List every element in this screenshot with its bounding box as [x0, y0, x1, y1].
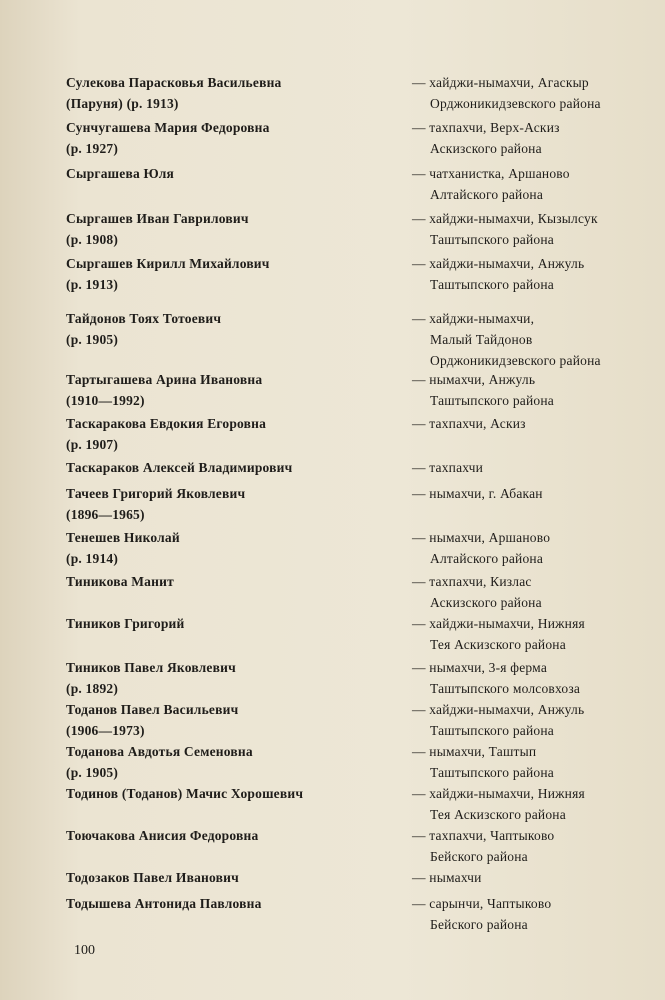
performer-name-line: (р. 1927)	[66, 141, 119, 156]
performer-description	[412, 117, 652, 159]
performer-description-line: Таштыпского района	[430, 765, 554, 780]
performer-name	[66, 163, 396, 184]
performer-name-line: Тачеев Григорий Яковлевич	[66, 486, 246, 501]
performer-description	[412, 208, 652, 250]
performer-description-line: — хайджи-нымахчи, Кызылсук	[412, 211, 598, 226]
performer-description-line: Аскизского района	[430, 141, 542, 156]
performer-description-line: — хайджи-нымахчи, Нижняя	[412, 616, 585, 631]
performer-description-line: — нымахчи, Аршаново	[412, 530, 551, 545]
performer-name-line: (1896—1965)	[66, 507, 145, 522]
performer-name-line: (р. 1905)	[66, 332, 119, 347]
performer-description	[412, 571, 652, 613]
performer-name	[66, 457, 396, 478]
performer-name	[66, 253, 396, 295]
performer-description-line: — хайджи-нымахчи, Нижняя	[412, 786, 585, 801]
performer-name	[66, 893, 396, 914]
performer-description	[412, 369, 652, 411]
performer-name	[66, 117, 396, 159]
performer-name-line: Тодышева Антонида Павловна	[66, 896, 262, 911]
performer-description-line: — нымахчи, Анжуль	[412, 372, 536, 387]
performer-description-line: Таштыпского района	[430, 393, 554, 408]
performer-description	[412, 893, 652, 935]
performer-name-line: Тайдонов Тоях Тотоевич	[66, 311, 222, 326]
performer-name-line: Тиников Павел Яковлевич	[66, 660, 236, 675]
performer-description	[412, 657, 652, 699]
performer-description	[412, 413, 652, 434]
performer-name-line: Сыргашев Кирилл Михайлович	[66, 256, 270, 271]
performer-name	[66, 483, 396, 525]
performer-description	[412, 699, 652, 741]
performer-name	[66, 369, 396, 411]
performer-name-line: (р. 1905)	[66, 765, 119, 780]
performer-name-line: Тоючакова Анисия Федоровна	[66, 828, 259, 843]
performer-description-line: Аскизского района	[430, 595, 542, 610]
performer-description-line: Тея Аскизского района	[430, 637, 566, 652]
performer-description	[412, 613, 652, 655]
performer-description-line: — хайджи-нымахчи, Анжуль	[412, 256, 585, 271]
performer-name	[66, 413, 396, 455]
performer-name-line: Тоданов Павел Васильевич	[66, 702, 239, 717]
performer-name-line: Тиникова Манит	[66, 574, 174, 589]
performer-name-line: Тиников Григорий	[66, 616, 185, 631]
performer-name-line: Сулекова Парасковья Васильевна	[66, 75, 282, 90]
performer-name-line: (р. 1913)	[66, 277, 119, 292]
performer-name-line: (р. 1907)	[66, 437, 119, 452]
performer-name-line: Тодозаков Павел Иванович	[66, 870, 239, 885]
performer-name-line: Таскараков Алексей Владимирович	[66, 460, 293, 475]
performer-description-line: — сарынчи, Чаптыково	[412, 896, 552, 911]
performer-description-line: — нымахчи, г. Абакан	[412, 486, 543, 501]
performer-description-line: — хайджи-нымахчи, Анжуль	[412, 702, 585, 717]
performer-description-line: — хайджи-нымахчи, Агаскыр	[412, 75, 589, 90]
performer-description-line: — нымахчи, Таштып	[412, 744, 537, 759]
performer-description	[412, 483, 652, 504]
performer-name-line: (р. 1908)	[66, 232, 119, 247]
performer-description-line: Тея Аскизского района	[430, 807, 566, 822]
performer-description-line: Алтайского района	[430, 551, 544, 566]
performer-description-line: — тахпахчи, Верх-Аскиз	[412, 120, 560, 135]
performer-description-line: Орджоникидзевского района	[430, 353, 601, 368]
performer-description-line: Бейского района	[430, 849, 528, 864]
performer-description-line: — тахпахчи	[412, 460, 483, 475]
performer-name	[66, 867, 396, 888]
performer-name	[66, 527, 396, 569]
performer-description	[412, 163, 652, 205]
performer-description-line: — чатханистка, Аршаново	[412, 166, 570, 181]
performer-name	[66, 783, 396, 804]
performer-description	[412, 825, 652, 867]
performer-name	[66, 571, 396, 592]
performer-name-line: Таскаракова Евдокия Егоровна	[66, 416, 267, 431]
performer-description	[412, 308, 652, 371]
performer-description-line: — тахпахчи, Чаптыково	[412, 828, 555, 843]
performer-description-line: — нымахчи, 3-я ферма	[412, 660, 548, 675]
performer-name-line: (1906—1973)	[66, 723, 145, 738]
performer-description-line: — тахпахчи, Кизлас	[412, 574, 532, 589]
performer-name-line: (1910—1992)	[66, 393, 145, 408]
performer-name	[66, 72, 396, 114]
performer-description-line: Таштыпского района	[430, 232, 554, 247]
performer-name-line: Сыргашева Юля	[66, 166, 174, 181]
performer-description-line: — нымахчи	[412, 870, 482, 885]
performer-description-line: Орджоникидзевского района	[430, 96, 601, 111]
performer-description	[412, 457, 652, 478]
performer-name-line: Тартыгашева Арина Ивановна	[66, 372, 263, 387]
page-number: 100	[74, 943, 95, 958]
performer-description	[412, 527, 652, 569]
performer-name-line: Тодинов (Тоданов) Мачис Хорошевич	[66, 786, 304, 801]
performer-name-line: Сыргашев Иван Гаврилович	[66, 211, 249, 226]
performer-description	[412, 867, 652, 888]
performer-description-line: — тахпахчи, Аскиз	[412, 416, 526, 431]
performer-name	[66, 741, 396, 783]
performer-description-line: Таштыпского молсовхоза	[430, 681, 581, 696]
performer-name-line: Тоданова Авдотья Семеновна	[66, 744, 253, 759]
performer-description-line: Таштыпского района	[430, 723, 554, 738]
performer-name-line: (р. 1914)	[66, 551, 119, 566]
performer-name	[66, 657, 396, 699]
performer-description	[412, 72, 652, 114]
performer-description	[412, 783, 652, 825]
performer-name	[66, 825, 396, 846]
performer-description	[412, 253, 652, 295]
performer-description-line: Алтайского района	[430, 187, 544, 202]
performer-description-line: Таштыпского района	[430, 277, 554, 292]
performer-description	[412, 741, 652, 783]
performer-name-line: (р. 1892)	[66, 681, 119, 696]
performer-name-line: Тенешев Николай	[66, 530, 180, 545]
performer-description-line: — хайджи-нымахчи,	[412, 311, 535, 326]
performer-name	[66, 699, 396, 741]
performer-name	[66, 613, 396, 634]
performer-description-line: Бейского района	[430, 917, 528, 932]
performer-name-line: Сунчугашева Мария Федоровна	[66, 120, 270, 135]
performer-description-line: Малый Тайдонов	[430, 332, 533, 347]
performer-name-line: (Паруня) (р. 1913)	[66, 96, 179, 111]
performer-name	[66, 208, 396, 250]
performer-name	[66, 308, 396, 350]
